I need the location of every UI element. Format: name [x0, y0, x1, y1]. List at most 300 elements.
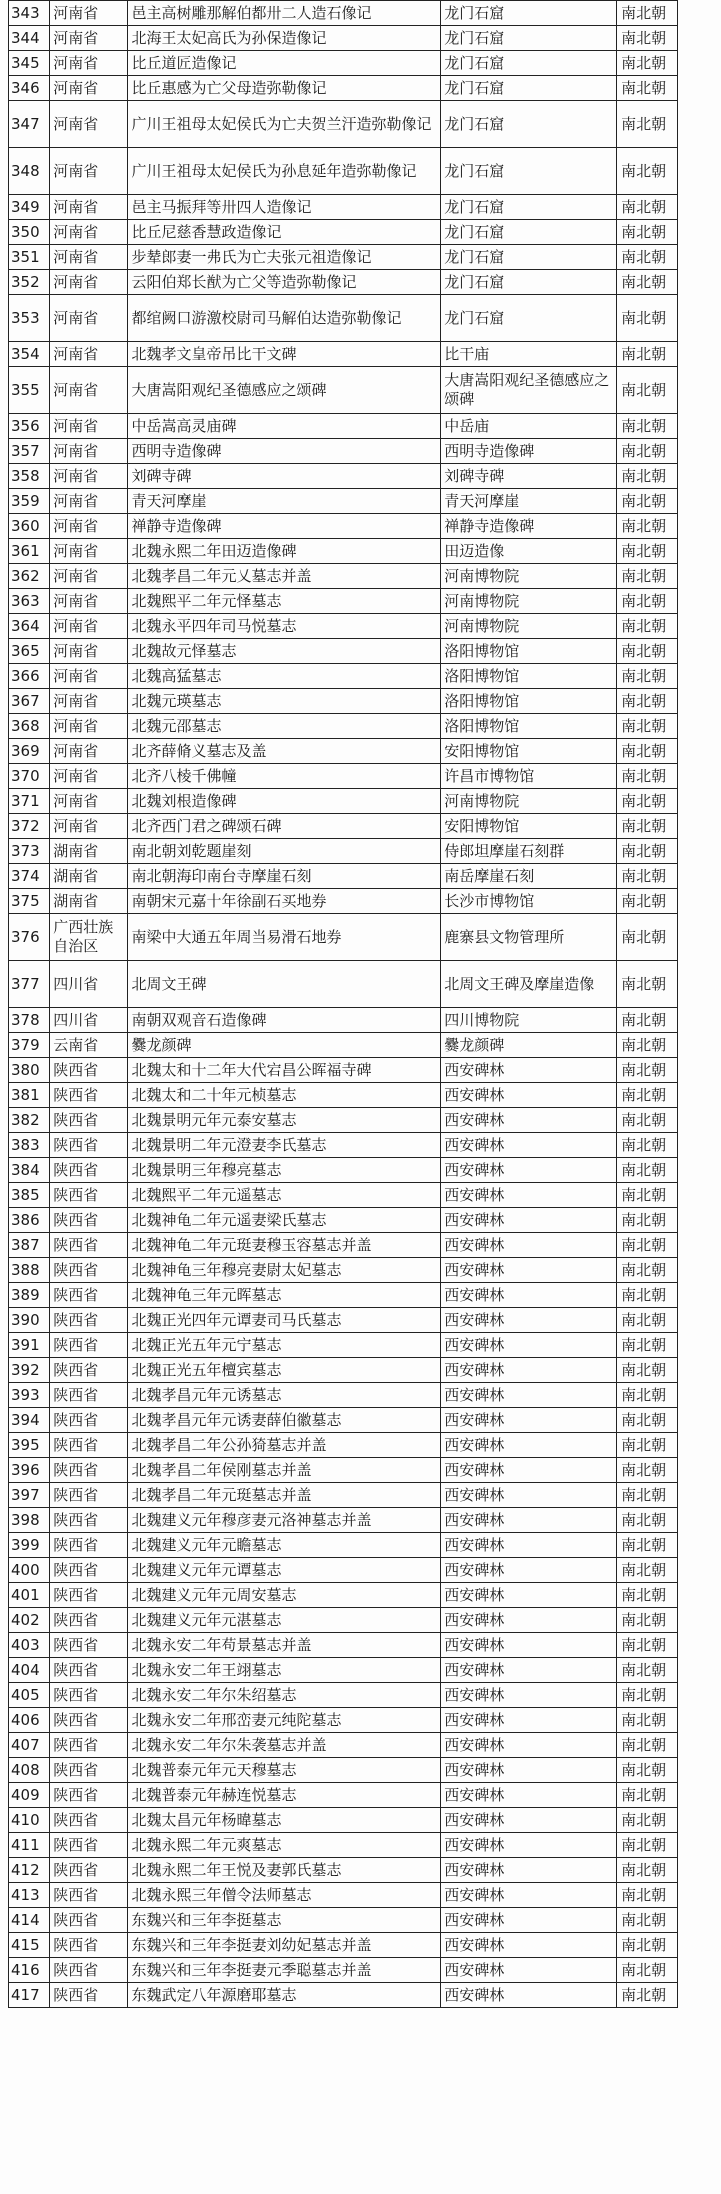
table-row	[9, 1508, 678, 1533]
location-cell: 西安碑林	[441, 1483, 617, 1508]
location-cell: 比干庙	[441, 342, 617, 367]
table-row	[9, 539, 678, 564]
row-number-cell: 406	[9, 1708, 50, 1733]
item-name-cell: 北魏永熙三年僧令法师墓志	[128, 1883, 441, 1908]
table-row	[9, 245, 678, 270]
era-cell: 南北朝	[617, 1308, 678, 1333]
table-row	[9, 1583, 678, 1608]
item-name-cell: 北魏永安二年尔朱袭墓志并盖	[128, 1733, 441, 1758]
location-cell: 西安碑林	[441, 1858, 617, 1883]
row-number-cell: 352	[9, 270, 50, 295]
location-cell: 西安碑林	[441, 1683, 617, 1708]
era-cell: 南北朝	[617, 220, 678, 245]
era-cell: 南北朝	[617, 914, 678, 961]
item-name-cell: 北魏孝昌元年元诱妻薛伯徽墓志	[128, 1408, 441, 1433]
location-cell: 西安碑林	[441, 1458, 617, 1483]
item-name-cell: 北魏孝昌二年元乂墓志并盖	[128, 564, 441, 589]
location-cell: 安阳博物馆	[441, 739, 617, 764]
table-row	[9, 1608, 678, 1633]
table-row	[9, 1383, 678, 1408]
era-cell: 南北朝	[617, 1158, 678, 1183]
table-row	[9, 220, 678, 245]
location-cell: 西安碑林	[441, 1383, 617, 1408]
table-row	[9, 414, 678, 439]
table-row	[9, 101, 678, 148]
province-cell: 陕西省	[50, 1558, 128, 1583]
row-number-cell: 373	[9, 839, 50, 864]
row-number-cell: 390	[9, 1308, 50, 1333]
location-cell: 龙门石窟	[441, 295, 617, 342]
table-row	[9, 1883, 678, 1908]
item-name-cell: 都绾阙口游激校尉司马解伯达造弥勒像记	[128, 295, 441, 342]
item-name-cell: 东魏兴和三年李挺妻元季聪墓志并盖	[128, 1958, 441, 1983]
era-cell: 南北朝	[617, 589, 678, 614]
item-name-cell: 北魏建义元年元瞻墓志	[128, 1533, 441, 1558]
table-row	[9, 489, 678, 514]
table-row	[9, 1908, 678, 1933]
era-cell: 南北朝	[617, 564, 678, 589]
province-cell: 陕西省	[50, 1108, 128, 1133]
table-row	[9, 270, 678, 295]
province-cell: 陕西省	[50, 1833, 128, 1858]
location-cell: 西安碑林	[441, 1333, 617, 1358]
era-cell: 南北朝	[617, 1108, 678, 1133]
item-name-cell: 北魏孝昌二年元珽墓志并盖	[128, 1483, 441, 1508]
location-cell: 鹿寨县文物管理所	[441, 914, 617, 961]
location-cell: 西安碑林	[441, 1183, 617, 1208]
era-cell: 南北朝	[617, 1183, 678, 1208]
row-number-cell: 396	[9, 1458, 50, 1483]
location-cell: 洛阳博物馆	[441, 714, 617, 739]
era-cell: 南北朝	[617, 714, 678, 739]
province-cell: 河南省	[50, 414, 128, 439]
table-body	[9, 1, 678, 2008]
province-cell: 陕西省	[50, 1483, 128, 1508]
heritage-table	[8, 0, 678, 2008]
location-cell: 龙门石窟	[441, 195, 617, 220]
item-name-cell: 南朝双观音石造像碑	[128, 1008, 441, 1033]
table-row	[9, 1258, 678, 1283]
row-number-cell: 349	[9, 195, 50, 220]
province-cell: 河南省	[50, 589, 128, 614]
row-number-cell: 389	[9, 1283, 50, 1308]
province-cell: 河南省	[50, 439, 128, 464]
item-name-cell: 北魏永安二年邢峦妻元纯陀墓志	[128, 1708, 441, 1733]
row-number-cell: 354	[9, 342, 50, 367]
item-name-cell: 西明寺造像碑	[128, 439, 441, 464]
province-cell: 河南省	[50, 614, 128, 639]
item-name-cell: 北魏刘根造像碑	[128, 789, 441, 814]
table-row	[9, 1458, 678, 1483]
province-cell: 河南省	[50, 101, 128, 148]
item-name-cell: 北魏孝昌二年公孙猗墓志并盖	[128, 1433, 441, 1458]
table-row	[9, 295, 678, 342]
location-cell: 洛阳博物馆	[441, 664, 617, 689]
location-cell: 河南博物院	[441, 614, 617, 639]
table-row	[9, 1208, 678, 1233]
row-number-cell: 414	[9, 1908, 50, 1933]
location-cell: 西安碑林	[441, 1558, 617, 1583]
province-cell: 陕西省	[50, 1208, 128, 1233]
location-cell: 禅静寺造像碑	[441, 514, 617, 539]
item-name-cell: 北魏永安二年苟景墓志并盖	[128, 1633, 441, 1658]
location-cell: 北周文王碑及摩崖造像	[441, 961, 617, 1008]
table-row	[9, 148, 678, 195]
location-cell: 龙门石窟	[441, 220, 617, 245]
table-row	[9, 639, 678, 664]
era-cell: 南北朝	[617, 1758, 678, 1783]
era-cell: 南北朝	[617, 961, 678, 1008]
item-name-cell: 北魏永熙二年王悦及妻郭氏墓志	[128, 1858, 441, 1883]
province-cell: 湖南省	[50, 839, 128, 864]
location-cell: 西安碑林	[441, 1808, 617, 1833]
era-cell: 南北朝	[617, 489, 678, 514]
row-number-cell: 388	[9, 1258, 50, 1283]
era-cell: 南北朝	[617, 1583, 678, 1608]
province-cell: 陕西省	[50, 1183, 128, 1208]
province-cell: 河南省	[50, 1, 128, 26]
era-cell: 南北朝	[617, 26, 678, 51]
province-cell: 河南省	[50, 564, 128, 589]
province-cell: 陕西省	[50, 1633, 128, 1658]
province-cell: 陕西省	[50, 1708, 128, 1733]
province-cell: 广西壮族自治区	[50, 914, 128, 961]
table-row	[9, 342, 678, 367]
item-name-cell: 南梁中大通五年周当易滑石地券	[128, 914, 441, 961]
location-cell: 河南博物院	[441, 564, 617, 589]
row-number-cell: 397	[9, 1483, 50, 1508]
item-name-cell: 北魏永熙二年元爽墓志	[128, 1833, 441, 1858]
item-name-cell: 北魏景明元年元泰安墓志	[128, 1108, 441, 1133]
table-row	[9, 864, 678, 889]
table-row	[9, 1408, 678, 1433]
row-number-cell: 368	[9, 714, 50, 739]
item-name-cell: 北魏景明三年穆亮墓志	[128, 1158, 441, 1183]
province-cell: 陕西省	[50, 1383, 128, 1408]
era-cell: 南北朝	[617, 1033, 678, 1058]
item-name-cell: 步辇郎妻一弗氏为亡夫张元祖造像记	[128, 245, 441, 270]
province-cell: 陕西省	[50, 1858, 128, 1883]
era-cell: 南北朝	[617, 1708, 678, 1733]
era-cell: 南北朝	[617, 148, 678, 195]
province-cell: 陕西省	[50, 1308, 128, 1333]
era-cell: 南北朝	[617, 195, 678, 220]
table-row	[9, 1283, 678, 1308]
item-name-cell: 北魏神龟二年元遥妻梁氏墓志	[128, 1208, 441, 1233]
table-row	[9, 1933, 678, 1958]
location-cell: 中岳庙	[441, 414, 617, 439]
location-cell: 西安碑林	[441, 1708, 617, 1733]
location-cell: 西安碑林	[441, 1883, 617, 1908]
era-cell: 南北朝	[617, 1533, 678, 1558]
province-cell: 陕西省	[50, 1133, 128, 1158]
province-cell: 陕西省	[50, 1433, 128, 1458]
row-number-cell: 409	[9, 1783, 50, 1808]
item-name-cell: 北魏建义元年元周安墓志	[128, 1583, 441, 1608]
era-cell: 南北朝	[617, 1133, 678, 1158]
table-row	[9, 439, 678, 464]
item-name-cell: 北海王太妃高氏为孙保造像记	[128, 26, 441, 51]
province-cell: 陕西省	[50, 1608, 128, 1633]
era-cell: 南北朝	[617, 1208, 678, 1233]
era-cell: 南北朝	[617, 76, 678, 101]
location-cell: 西安碑林	[441, 1583, 617, 1608]
province-cell: 湖南省	[50, 889, 128, 914]
item-name-cell: 比丘尼慈香慧政造像记	[128, 220, 441, 245]
location-cell: 西安碑林	[441, 1208, 617, 1233]
table-row	[9, 1108, 678, 1133]
item-name-cell: 南朝宋元嘉十年徐副石买地券	[128, 889, 441, 914]
row-number-cell: 399	[9, 1533, 50, 1558]
location-cell: 西安碑林	[441, 1533, 617, 1558]
province-cell: 陕西省	[50, 1683, 128, 1708]
province-cell: 四川省	[50, 1008, 128, 1033]
era-cell: 南北朝	[617, 664, 678, 689]
item-name-cell: 北魏景明二年元澄妻李氏墓志	[128, 1133, 441, 1158]
item-name-cell: 北齐八棱千佛幢	[128, 764, 441, 789]
row-number-cell: 410	[9, 1808, 50, 1833]
province-cell: 陕西省	[50, 1883, 128, 1908]
table-row	[9, 1533, 678, 1558]
era-cell: 南北朝	[617, 764, 678, 789]
table-row	[9, 664, 678, 689]
row-number-cell: 355	[9, 367, 50, 414]
location-cell: 西安碑林	[441, 1433, 617, 1458]
era-cell: 南北朝	[617, 1233, 678, 1258]
table-row	[9, 1483, 678, 1508]
item-name-cell: 北魏孝文皇帝吊比干文碑	[128, 342, 441, 367]
item-name-cell: 北魏神龟三年元晖墓志	[128, 1283, 441, 1308]
location-cell: 龙门石窟	[441, 1, 617, 26]
province-cell: 陕西省	[50, 1333, 128, 1358]
table-row	[9, 1858, 678, 1883]
table-row	[9, 1033, 678, 1058]
table-row	[9, 1133, 678, 1158]
location-cell: 西安碑林	[441, 1083, 617, 1108]
item-name-cell: 北魏建义元年元湛墓志	[128, 1608, 441, 1633]
location-cell: 西安碑林	[441, 1833, 617, 1858]
row-number-cell: 400	[9, 1558, 50, 1583]
location-cell: 西安碑林	[441, 1058, 617, 1083]
era-cell: 南北朝	[617, 1433, 678, 1458]
era-cell: 南北朝	[617, 739, 678, 764]
table-row	[9, 1333, 678, 1358]
era-cell: 南北朝	[617, 1958, 678, 1983]
table-row	[9, 1358, 678, 1383]
province-cell: 河南省	[50, 76, 128, 101]
province-cell: 陕西省	[50, 1758, 128, 1783]
table-row	[9, 961, 678, 1008]
table-row	[9, 1008, 678, 1033]
era-cell: 南北朝	[617, 414, 678, 439]
era-cell: 南北朝	[617, 1408, 678, 1433]
province-cell: 河南省	[50, 764, 128, 789]
row-number-cell: 357	[9, 439, 50, 464]
table-row	[9, 464, 678, 489]
era-cell: 南北朝	[617, 1258, 678, 1283]
location-cell: 西安碑林	[441, 1758, 617, 1783]
row-number-cell: 344	[9, 26, 50, 51]
era-cell: 南北朝	[617, 689, 678, 714]
location-cell: 西安碑林	[441, 1283, 617, 1308]
item-name-cell: 北魏永安二年尔朱绍墓志	[128, 1683, 441, 1708]
era-cell: 南北朝	[617, 1808, 678, 1833]
location-cell: 西安碑林	[441, 1233, 617, 1258]
province-cell: 陕西省	[50, 1958, 128, 1983]
province-cell: 河南省	[50, 739, 128, 764]
row-number-cell: 367	[9, 689, 50, 714]
province-cell: 陕西省	[50, 1808, 128, 1833]
row-number-cell: 412	[9, 1858, 50, 1883]
location-cell: 洛阳博物馆	[441, 639, 617, 664]
location-cell: 西安碑林	[441, 1983, 617, 2008]
province-cell: 河南省	[50, 664, 128, 689]
location-cell: 西安碑林	[441, 1508, 617, 1533]
location-cell: 西安碑林	[441, 1158, 617, 1183]
table-row	[9, 789, 678, 814]
row-number-cell: 393	[9, 1383, 50, 1408]
item-name-cell: 北魏永安二年王翊墓志	[128, 1658, 441, 1683]
row-number-cell: 401	[9, 1583, 50, 1608]
location-cell: 西安碑林	[441, 1733, 617, 1758]
row-number-cell: 380	[9, 1058, 50, 1083]
item-name-cell: 邑主高树雕那解伯都卅二人造石像记	[128, 1, 441, 26]
item-name-cell: 爨龙颜碑	[128, 1033, 441, 1058]
table-row	[9, 195, 678, 220]
row-number-cell: 348	[9, 148, 50, 195]
province-cell: 陕西省	[50, 1358, 128, 1383]
era-cell: 南北朝	[617, 1008, 678, 1033]
location-cell: 龙门石窟	[441, 245, 617, 270]
row-number-cell: 371	[9, 789, 50, 814]
province-cell: 河南省	[50, 689, 128, 714]
location-cell: 大唐嵩阳观纪圣德感应之颂碑	[441, 367, 617, 414]
row-number-cell: 404	[9, 1658, 50, 1683]
table-row	[9, 1958, 678, 1983]
table-row	[9, 1808, 678, 1833]
era-cell: 南北朝	[617, 889, 678, 914]
era-cell: 南北朝	[617, 1733, 678, 1758]
province-cell: 陕西省	[50, 1283, 128, 1308]
era-cell: 南北朝	[617, 1883, 678, 1908]
table-row	[9, 367, 678, 414]
table-row	[9, 1683, 678, 1708]
table-row	[9, 1983, 678, 2008]
row-number-cell: 413	[9, 1883, 50, 1908]
era-cell: 南北朝	[617, 1983, 678, 2008]
era-cell: 南北朝	[617, 789, 678, 814]
location-cell: 西明寺造像碑	[441, 439, 617, 464]
location-cell: 洛阳博物馆	[441, 689, 617, 714]
location-cell: 四川博物院	[441, 1008, 617, 1033]
row-number-cell: 391	[9, 1333, 50, 1358]
item-name-cell: 北魏普泰元年元天穆墓志	[128, 1758, 441, 1783]
row-number-cell: 347	[9, 101, 50, 148]
row-number-cell: 343	[9, 1, 50, 26]
row-number-cell: 408	[9, 1758, 50, 1783]
location-cell: 西安碑林	[441, 1908, 617, 1933]
row-number-cell: 374	[9, 864, 50, 889]
location-cell: 龙门石窟	[441, 76, 617, 101]
item-name-cell: 北魏建义元年元谭墓志	[128, 1558, 441, 1583]
row-number-cell: 350	[9, 220, 50, 245]
province-cell: 陕西省	[50, 1933, 128, 1958]
item-name-cell: 北魏高猛墓志	[128, 664, 441, 689]
table-row	[9, 739, 678, 764]
province-cell: 四川省	[50, 961, 128, 1008]
era-cell: 南北朝	[617, 839, 678, 864]
row-number-cell: 345	[9, 51, 50, 76]
item-name-cell: 云阳伯郑长猷为亡父等造弥勒像记	[128, 270, 441, 295]
row-number-cell: 369	[9, 739, 50, 764]
item-name-cell: 北魏正光五年元宁墓志	[128, 1333, 441, 1358]
item-name-cell: 北魏孝昌元年元诱墓志	[128, 1383, 441, 1408]
table-row	[9, 1058, 678, 1083]
item-name-cell: 北魏元瑛墓志	[128, 689, 441, 714]
row-number-cell: 387	[9, 1233, 50, 1258]
row-number-cell: 398	[9, 1508, 50, 1533]
row-number-cell: 403	[9, 1633, 50, 1658]
location-cell: 西安碑林	[441, 1633, 617, 1658]
province-cell: 陕西省	[50, 1583, 128, 1608]
province-cell: 陕西省	[50, 1058, 128, 1083]
location-cell: 青天河摩崖	[441, 489, 617, 514]
item-name-cell: 北魏永平四年司马悦墓志	[128, 614, 441, 639]
item-name-cell: 北魏熙平二年元怿墓志	[128, 589, 441, 614]
location-cell: 西安碑林	[441, 1308, 617, 1333]
table-row	[9, 689, 678, 714]
item-name-cell: 大唐嵩阳观纪圣德感应之颂碑	[128, 367, 441, 414]
row-number-cell: 346	[9, 76, 50, 101]
item-name-cell: 东魏武定八年源磨耶墓志	[128, 1983, 441, 2008]
row-number-cell: 360	[9, 514, 50, 539]
location-cell: 西安碑林	[441, 1658, 617, 1683]
table-row	[9, 589, 678, 614]
table-row	[9, 814, 678, 839]
era-cell: 南北朝	[617, 1783, 678, 1808]
era-cell: 南北朝	[617, 614, 678, 639]
province-cell: 陕西省	[50, 1258, 128, 1283]
item-name-cell: 北魏普泰元年赫连悦墓志	[128, 1783, 441, 1808]
province-cell: 河南省	[50, 539, 128, 564]
location-cell: 西安碑林	[441, 1958, 617, 1983]
era-cell: 南北朝	[617, 1608, 678, 1633]
era-cell: 南北朝	[617, 539, 678, 564]
item-name-cell: 北齐西门君之碑颂石碑	[128, 814, 441, 839]
item-name-cell: 比丘道匠造像记	[128, 51, 441, 76]
row-number-cell: 366	[9, 664, 50, 689]
item-name-cell: 北魏神龟三年穆亮妻尉太妃墓志	[128, 1258, 441, 1283]
era-cell: 南北朝	[617, 639, 678, 664]
province-cell: 陕西省	[50, 1658, 128, 1683]
era-cell: 南北朝	[617, 1683, 678, 1708]
row-number-cell: 364	[9, 614, 50, 639]
era-cell: 南北朝	[617, 439, 678, 464]
era-cell: 南北朝	[617, 1083, 678, 1108]
row-number-cell: 385	[9, 1183, 50, 1208]
row-number-cell: 363	[9, 589, 50, 614]
table-row	[9, 1658, 678, 1683]
item-name-cell: 北齐薛脩义墓志及盖	[128, 739, 441, 764]
row-number-cell: 362	[9, 564, 50, 589]
province-cell: 陕西省	[50, 1508, 128, 1533]
row-number-cell: 375	[9, 889, 50, 914]
location-cell: 龙门石窟	[441, 26, 617, 51]
era-cell: 南北朝	[617, 295, 678, 342]
province-cell: 河南省	[50, 714, 128, 739]
era-cell: 南北朝	[617, 51, 678, 76]
location-cell: 西安碑林	[441, 1133, 617, 1158]
